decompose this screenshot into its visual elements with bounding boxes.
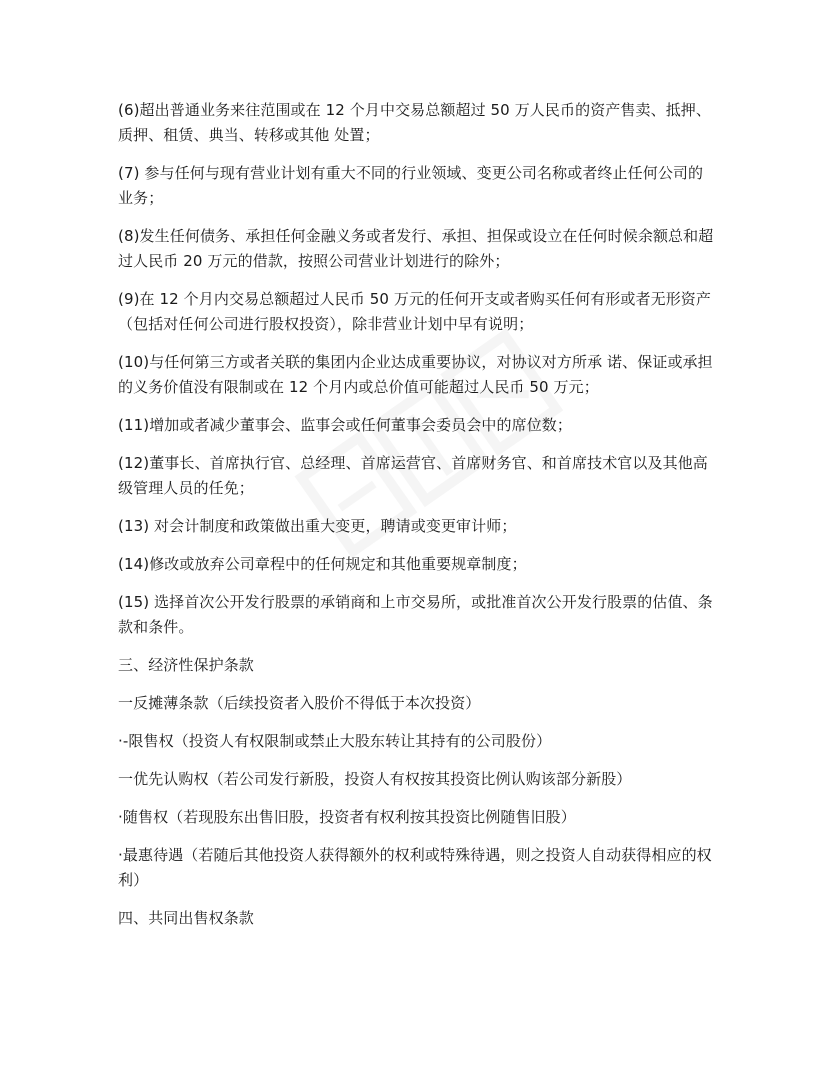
clause-12: (12)董事长、首席执行官、总经理、首席运营官、首席财务官、和首席技术官以及其他高级管理人员的任免； <box>118 454 708 497</box>
clause-6: (6)超出普通业务来往范围或在 12 个月中交易总额超过 50 万人民币的资产售卖、抵押、质押、租赁、典当、转移或其他 处置； <box>118 101 711 144</box>
clause-14: (14)修改或放弃公司章程中的任何规定和其他重要规章制度； <box>118 555 527 573</box>
item-most-favored-treatment: ·最惠待遇（若随后其他投资人获得额外的权利或特殊待遇，则之投资人自动获得相应的权利） <box>118 846 712 889</box>
item-anti-dilution: 一反摊薄条款（后续投资者入股价不得低于本次投资） <box>118 694 481 712</box>
clause-13: (13) 对会计制度和政策做出重大变更，聘请或变更审计师； <box>118 517 517 535</box>
item-tag-along-right: ·随售权（若现股东出售旧股，投资者有权利按其投资比例随售旧股） <box>118 808 576 826</box>
section-heading-co-sale-right: 四、共同出售权条款 <box>118 909 254 927</box>
item-preemptive-right: 一优先认购权（若公司发行新股，投资人有权按其投资比例认购该部分新股） <box>118 770 632 788</box>
clause-11: (11)增加或者减少董事会、监事会或任何董事会委员会中的席位数； <box>118 416 572 434</box>
section-heading-economic-protection: 三、经济性保护条款 <box>118 656 254 674</box>
document-body <box>118 98 718 944</box>
clause-9: (9)在 12 个月内交易总额超过人民币 50 万元的任何开支或者购买任何有形或者无形资产（包括对任何公司进行股权投资），除非营业计划中早有说明； <box>118 290 711 333</box>
clause-10: (10)与任何第三方或者关联的集团内企业达成重要协议，对协议对方所承 诺、保证或承担的义务价值没有限制或在 12 个月内或总价值可能超过人民币 50 万元； <box>118 353 713 396</box>
clause-7: (7) 参与任何与现有营业计划有重大不同的行业领域、变更公司名称或者终止任何公司的业务； <box>118 164 704 207</box>
item-lockup-right: ·-限售权（投资人有权限制或禁止大股东转让其持有的公司股份） <box>118 732 552 750</box>
clause-8: (8)发生任何债务、承担任何金融义务或者发行、承担、担保或设立在任何时候余额总和超过人民币 20 万元的借款，按照公司营业计划进行的除外； <box>118 227 714 270</box>
clause-15: (15) 选择首次公开发行股票的承销商和上市交易所，或批准首次公开发行股票的估值、条款和条件。 <box>118 593 713 636</box>
